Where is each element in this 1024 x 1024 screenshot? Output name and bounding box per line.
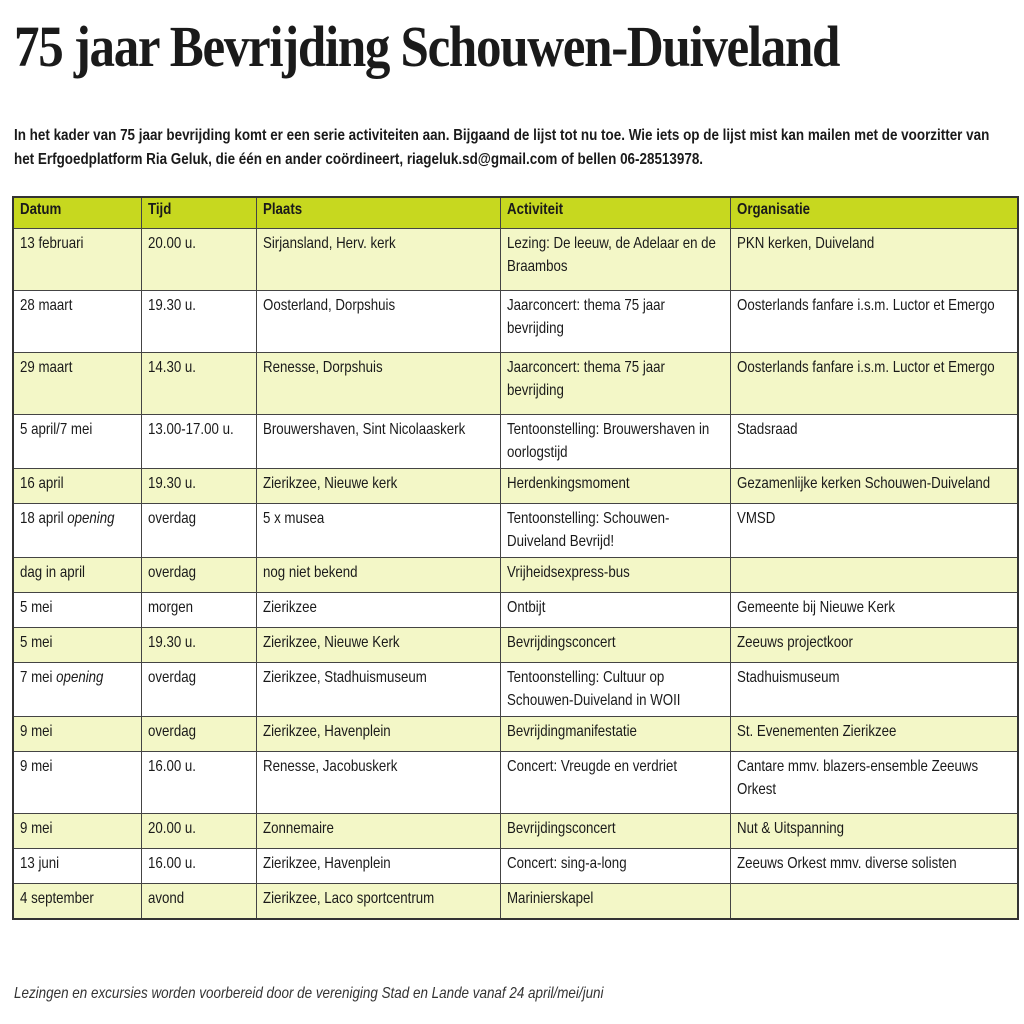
cell-datum-text [20, 817, 134, 840]
cell-activiteit [500, 628, 730, 663]
cell-plaats [256, 663, 500, 717]
cell-plaats [256, 884, 500, 919]
cell-tijd-text: 19.30 u. [147, 297, 196, 314]
cell-plaats-text: 5 x musea [262, 510, 324, 527]
cell-organisatie-text: Stadhuismuseum [736, 669, 840, 686]
table-row [13, 849, 1018, 884]
cell-datum-text [20, 561, 134, 584]
date-text: 18 april [20, 510, 64, 527]
cell-tijd-text: 13.00-17.00 u. [147, 421, 234, 438]
cell-plaats-text: Renesse, Jacobuskerk [262, 758, 397, 775]
cell-plaats [256, 353, 500, 415]
cell-tijd-text: overdag [147, 564, 196, 581]
cell-plaats-text: Zierikzee, Stadhuismuseum [262, 669, 427, 686]
cell-organisatie [730, 291, 1018, 353]
cell-datum-text [20, 596, 134, 619]
date-text: 29 maart [20, 359, 73, 376]
cell-tijd [141, 593, 256, 628]
cell-organisatie-text: Stadsraad [736, 421, 798, 438]
cell-datum [13, 593, 141, 628]
cell-datum-text [20, 887, 134, 910]
cell-datum [13, 717, 141, 752]
date-qualifier: opening [67, 510, 115, 527]
cell-tijd [141, 229, 256, 291]
cell-tijd-text: 19.30 u. [147, 634, 196, 651]
cell-plaats [256, 849, 500, 884]
table-row [13, 469, 1018, 504]
cell-activiteit-text: Bevrijdingsconcert [506, 634, 616, 651]
cell-datum-text [20, 720, 134, 743]
date-text: 5 mei [20, 599, 53, 616]
date-qualifier: opening [56, 669, 104, 686]
cell-datum [13, 558, 141, 593]
activity-table [12, 196, 1019, 920]
date-text: 4 september [20, 890, 94, 907]
cell-activiteit [500, 752, 730, 814]
cell-datum [13, 663, 141, 717]
date-text: 9 mei [20, 820, 53, 837]
cell-organisatie [730, 663, 1018, 717]
cell-activiteit [500, 504, 730, 558]
date-text: 5 april/7 mei [20, 421, 93, 438]
cell-organisatie [730, 884, 1018, 919]
cell-activiteit-text: Concert: Vreugde en verdriet [506, 758, 677, 775]
table-row [13, 353, 1018, 415]
cell-plaats [256, 558, 500, 593]
cell-activiteit [500, 717, 730, 752]
cell-organisatie-text: Oosterlands fanfare i.s.m. Luctor et Emergo [736, 359, 995, 376]
cell-activiteit-text: Bevrijdingmanifestatie [506, 723, 637, 740]
cell-datum-text [20, 232, 134, 255]
cell-plaats-text: Zierikzee, Havenplein [262, 855, 391, 872]
cell-activiteit [500, 353, 730, 415]
table-row [13, 663, 1018, 717]
table-row [13, 504, 1018, 558]
date-text: 5 mei [20, 634, 53, 651]
cell-organisatie [730, 814, 1018, 849]
table-row [13, 752, 1018, 814]
cell-organisatie [730, 558, 1018, 593]
cell-plaats [256, 469, 500, 504]
cell-tijd [141, 752, 256, 814]
activity-table-wrapper [12, 196, 1017, 920]
cell-activiteit-text: Tentoonstelling: Cultuur op Schouwen-Duiveland in WOII [506, 669, 680, 709]
table-row [13, 814, 1018, 849]
cell-plaats-text: nog niet bekend [262, 564, 358, 581]
date-text: 28 maart [20, 297, 73, 314]
cell-organisatie [730, 628, 1018, 663]
cell-plaats [256, 752, 500, 814]
cell-datum [13, 752, 141, 814]
cell-activiteit [500, 814, 730, 849]
cell-tijd-text: overdag [147, 723, 196, 740]
table-row [13, 717, 1018, 752]
footer-note: Lezingen en excursies worden voorbereid door de vereniging Stad en Lande vanaf 24 april/mei/juni [14, 985, 604, 1002]
table-row [13, 291, 1018, 353]
cell-activiteit [500, 663, 730, 717]
date-text: 9 mei [20, 723, 53, 740]
cell-activiteit-text: Bevrijdingsconcert [506, 820, 616, 837]
cell-tijd [141, 663, 256, 717]
date-text: 13 februari [20, 235, 84, 252]
cell-tijd-text: overdag [147, 510, 196, 527]
cell-organisatie-text: Oosterlands fanfare i.s.m. Luctor et Emergo [736, 297, 995, 314]
cell-tijd-text: 19.30 u. [147, 475, 196, 492]
cell-datum [13, 884, 141, 919]
cell-activiteit-text: Jaarconcert: thema 75 jaar bevrijding [506, 297, 665, 337]
cell-tijd-text: avond [147, 890, 184, 907]
cell-organisatie [730, 469, 1018, 504]
cell-datum-text [20, 356, 134, 379]
date-text: 9 mei [20, 758, 53, 775]
cell-datum-text [20, 472, 134, 495]
cell-tijd-text: 16.00 u. [147, 855, 196, 872]
cell-plaats-text: Zierikzee, Laco sportcentrum [262, 890, 434, 907]
cell-tijd-text: 20.00 u. [147, 235, 196, 252]
cell-organisatie-text: Gezamenlijke kerken Schouwen-Duiveland [736, 475, 990, 492]
cell-organisatie [730, 229, 1018, 291]
cell-datum [13, 291, 141, 353]
cell-datum [13, 469, 141, 504]
cell-activiteit-text: Ontbijt [506, 599, 545, 616]
cell-organisatie-text: Nut & Uitspanning [736, 820, 844, 837]
header-tijd: Tijd [141, 197, 256, 229]
cell-tijd-text: 16.00 u. [147, 758, 196, 775]
header-organisatie: Organisatie [730, 197, 1018, 229]
cell-plaats-text: Zierikzee, Nieuwe kerk [262, 475, 397, 492]
cell-datum [13, 229, 141, 291]
cell-datum [13, 628, 141, 663]
cell-organisatie-text: Gemeente bij Nieuwe Kerk [736, 599, 895, 616]
header-activiteit: Activiteit [500, 197, 730, 229]
cell-tijd [141, 415, 256, 469]
cell-plaats-text: Oosterland, Dorpshuis [262, 297, 395, 314]
cell-tijd-text: 14.30 u. [147, 359, 196, 376]
cell-plaats-text: Zonnemaire [262, 820, 334, 837]
table-row [13, 593, 1018, 628]
date-text: 7 mei [20, 669, 53, 686]
cell-datum [13, 353, 141, 415]
cell-activiteit [500, 849, 730, 884]
cell-organisatie [730, 752, 1018, 814]
header-datum: Datum [13, 197, 141, 229]
table-row [13, 558, 1018, 593]
cell-datum-text [20, 631, 134, 654]
table-row [13, 628, 1018, 663]
cell-organisatie [730, 849, 1018, 884]
cell-activiteit-text: Marinierskapel [506, 890, 593, 907]
cell-tijd [141, 291, 256, 353]
table-header-row [13, 197, 1018, 229]
cell-tijd [141, 717, 256, 752]
cell-organisatie [730, 353, 1018, 415]
cell-plaats [256, 593, 500, 628]
cell-organisatie-text: VMSD [736, 510, 775, 527]
cell-plaats-text: Zierikzee, Havenplein [262, 723, 391, 740]
cell-tijd-text: overdag [147, 669, 196, 686]
cell-datum-text [20, 755, 134, 778]
cell-plaats [256, 717, 500, 752]
cell-organisatie-text: St. Evenementen Zierikzee [736, 723, 896, 740]
cell-activiteit [500, 593, 730, 628]
intro-text: In het kader van 75 jaar bevrijding komt er een serie activiteiten aan. Bijgaand de lijst tot nu toe. Wie iets op de lijst mist kan mailen met de voorzitter van het Erfgoedplatform Ria Geluk, die één en ander coördineert, riageluk.sd@gmail.com of bellen 06-28513978. [14, 127, 990, 168]
cell-activiteit-text: Concert: sing-a-long [506, 855, 627, 872]
cell-activiteit [500, 884, 730, 919]
cell-datum [13, 849, 141, 884]
cell-datum [13, 415, 141, 469]
date-text: 13 juni [20, 855, 60, 872]
cell-plaats-text: Brouwershaven, Sint Nicolaaskerk [262, 421, 465, 438]
cell-datum [13, 504, 141, 558]
cell-organisatie [730, 717, 1018, 752]
cell-organisatie-text: Zeeuws projectkoor [736, 634, 853, 651]
page-title: 75 jaar Bevrijding Schouwen-Duiveland [14, 14, 840, 79]
table-row [13, 415, 1018, 469]
cell-tijd [141, 353, 256, 415]
header-plaats: Plaats [256, 197, 500, 229]
cell-plaats-text: Zierikzee, Nieuwe Kerk [262, 634, 400, 651]
cell-plaats-text: Renesse, Dorpshuis [262, 359, 383, 376]
cell-plaats-text: Sirjansland, Herv. kerk [262, 235, 396, 252]
cell-tijd [141, 558, 256, 593]
cell-tijd [141, 469, 256, 504]
cell-datum-text [20, 418, 134, 441]
cell-activiteit [500, 291, 730, 353]
cell-tijd [141, 849, 256, 884]
cell-activiteit-text: Lezing: De leeuw, de Adelaar en de Braambos [506, 235, 716, 275]
cell-organisatie-text: Zeeuws Orkest mmv. diverse solisten [736, 855, 957, 872]
table-row [13, 884, 1018, 919]
cell-tijd [141, 884, 256, 919]
cell-datum-text [20, 666, 134, 689]
cell-activiteit [500, 229, 730, 291]
cell-organisatie-text: PKN kerken, Duiveland [736, 235, 874, 252]
cell-plaats [256, 814, 500, 849]
cell-tijd [141, 504, 256, 558]
cell-tijd-text: 20.00 u. [147, 820, 196, 837]
cell-tijd-text: morgen [147, 599, 193, 616]
cell-plaats [256, 415, 500, 469]
cell-datum-text [20, 507, 134, 530]
cell-activiteit [500, 469, 730, 504]
cell-activiteit-text: Vrijheidsexpress-bus [506, 564, 630, 581]
cell-activiteit-text: Tentoonstelling: Schouwen-Duiveland Bevrijd! [506, 510, 669, 550]
cell-tijd [141, 628, 256, 663]
cell-tijd [141, 814, 256, 849]
cell-plaats [256, 229, 500, 291]
cell-activiteit-text: Jaarconcert: thema 75 jaar bevrijding [506, 359, 665, 399]
cell-plaats [256, 504, 500, 558]
cell-organisatie [730, 593, 1018, 628]
cell-activiteit-text: Herdenkingsmoment [506, 475, 630, 492]
cell-plaats [256, 291, 500, 353]
cell-datum-text [20, 852, 134, 875]
cell-datum [13, 814, 141, 849]
cell-datum-text [20, 294, 134, 317]
cell-organisatie [730, 415, 1018, 469]
cell-plaats-text: Zierikzee [262, 599, 317, 616]
cell-activiteit-text: Tentoonstelling: Brouwershaven in oorlogstijd [506, 421, 709, 461]
cell-organisatie-text: Cantare mmv. blazers-ensemble Zeeuws Orkest [736, 758, 978, 798]
cell-plaats [256, 628, 500, 663]
cell-activiteit [500, 415, 730, 469]
date-text: dag in april [20, 564, 85, 581]
cell-organisatie [730, 504, 1018, 558]
date-text: 16 april [20, 475, 64, 492]
cell-activiteit [500, 558, 730, 593]
table-row [13, 229, 1018, 291]
